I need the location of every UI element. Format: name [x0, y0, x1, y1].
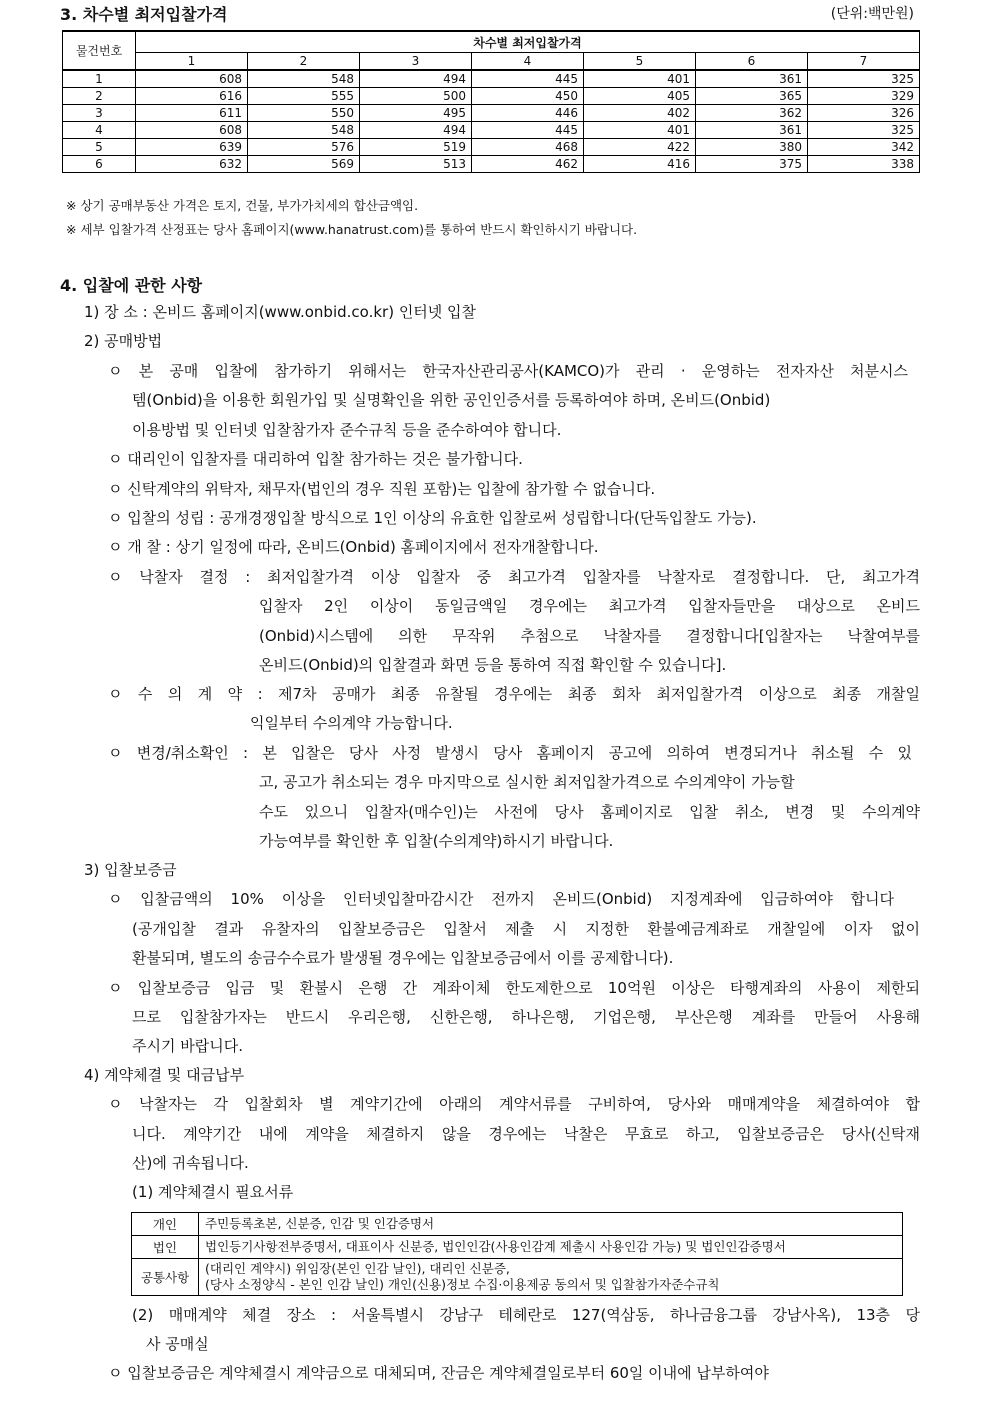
docs-key: 개인: [132, 1213, 199, 1236]
price-cell: 416: [584, 156, 696, 173]
table-row: [132, 1236, 903, 1259]
round-header: 6: [696, 53, 808, 71]
price-cell: 494: [360, 70, 472, 88]
docs-key: 공통사항: [132, 1259, 199, 1296]
table-row: [132, 1259, 903, 1296]
item-number-cell: 5: [63, 139, 136, 156]
price-cell: 632: [136, 156, 248, 173]
method-line: ㅇ 본 공매 입찰에 참가하기 위해서는 한국자산관리공사(KAMCO)가 관리 · 운영하는 전자자산 처분시스: [108, 362, 908, 380]
price-cell: 495: [360, 105, 472, 122]
method-line: (Onbid)시스템에 의한 무작위 추첨으로 낙찰자를 결정합니다[입찰자는 낙찰여부를: [259, 627, 920, 645]
deposit-line: 므로 입찰참가자는 반드시 우리은행, 신한은행, 하나은행, 기업은행, 부산은행 계좌를 만들어 사용해: [132, 1008, 920, 1026]
price-cell: 329: [808, 88, 920, 105]
price-cell: 338: [808, 156, 920, 173]
contract-line: 니다. 계약기간 내에 계약을 체결하지 않을 경우에는 낙찰은 무효로 하고, 입찰보증금은 당사(신탁재: [132, 1125, 920, 1143]
col-group-header: 차수별 최저입찰가격: [136, 31, 920, 53]
round-header: 4: [472, 53, 584, 71]
price-cell: 548: [248, 122, 360, 139]
col-item-header: 물건번호: [63, 31, 136, 70]
round-header: 5: [584, 53, 696, 71]
round-header: 3: [360, 53, 472, 71]
contract-line: 산)에 귀속됩니다.: [132, 1154, 249, 1172]
method-line: 고, 공고가 취소되는 경우 마지막으로 실시한 최저입찰가격으로 수의계약이 가능할: [259, 773, 795, 791]
price-cell: 616: [136, 88, 248, 105]
price-cell: 513: [360, 156, 472, 173]
round-header: 1: [136, 53, 248, 71]
section3-title: 3. 차수별 최저입찰가격: [60, 5, 228, 24]
deposit-line: ㅇ 입찰보증금 입금 및 환불시 은행 간 계좌이체 한도제한으로 10억원 이상은 타행계좌의 사용이 제한되: [108, 979, 920, 997]
item-deposit-heading: 3) 입찰보증금: [84, 861, 177, 879]
price-cell: 500: [360, 88, 472, 105]
docs-value-line: (당사 소정양식 - 본인 인감 날인) 개인(신용)정보 수집·이용제공 동의서 및 입찰참가자준수규칙: [205, 1277, 720, 1292]
table-row: [63, 139, 920, 156]
table-row: [63, 70, 920, 88]
method-line: ㅇ 신탁계약의 위탁자, 채무자(법인의 경우 직원 포함)는 입찰에 참가할 수 없습니다.: [108, 480, 656, 498]
docs-value: [199, 1259, 903, 1296]
contract-line: ㅇ 낙찰자는 각 입찰회차 별 계약기간에 아래의 계약서류를 구비하여, 당사와 매매계약을 체결하여야 합: [108, 1095, 920, 1113]
price-cell: 639: [136, 139, 248, 156]
price-cell: 325: [808, 70, 920, 88]
price-cell: 611: [136, 105, 248, 122]
deposit-line: ㅇ 입찰금액의 10% 이상을 인터넷입찰마감시간 전까지 온비드(Onbid) 지정계좌에 입금하여야 합니다: [108, 890, 894, 908]
price-cell: 548: [248, 70, 360, 88]
contract-docs-table: [131, 1212, 903, 1296]
price-cell: 450: [472, 88, 584, 105]
method-line: 수도 있으니 입찰자(매수인)는 사전에 당사 홈페이지로 입찰 취소, 변경 및 수의계약: [259, 803, 920, 821]
note-1: ※ 상기 공매부동산 가격은 토지, 건물, 부가가치세의 합산금액임.: [66, 198, 419, 213]
price-cell: 401: [584, 122, 696, 139]
price-cell: 380: [696, 139, 808, 156]
price-cell: 325: [808, 122, 920, 139]
item-contract-heading: 4) 계약체결 및 대금납부: [84, 1066, 245, 1084]
deposit-line: 환불되며, 별도의 송금수수료가 발생될 경우에는 입찰보증금에서 이를 공제합니다).: [132, 949, 674, 967]
item-number-cell: 2: [63, 88, 136, 105]
docs-key: 법인: [132, 1236, 199, 1259]
item-number-cell: 1: [63, 70, 136, 88]
unit-label: (단위:백만원): [830, 6, 914, 22]
price-cell: 361: [696, 122, 808, 139]
method-line: ㅇ 변경/취소확인 : 본 입찰은 당사 사정 발생시 당사 홈페이지 공고에 의하여 변경되거나 취소될 수 있: [108, 744, 912, 762]
price-cell: 569: [248, 156, 360, 173]
contract-docs-heading: (1) 계약체결시 필요서류: [132, 1183, 294, 1201]
price-cell: 405: [584, 88, 696, 105]
method-line: 템(Onbid)을 이용한 회원가입 및 실명확인을 위한 공인인증서를 등록하여야 하며, 온비드(Onbid): [132, 391, 771, 409]
price-cell: 519: [360, 139, 472, 156]
docs-value: 법인등기사항전부증명서, 대표이사 신분증, 법인인감(사용인감계 제출시 사용인감 가능) 및 법인인감증명서: [199, 1236, 903, 1259]
price-cell: 445: [472, 70, 584, 88]
price-cell: 422: [584, 139, 696, 156]
section4-title: 4. 입찰에 관한 사항: [60, 276, 203, 295]
table-row: [63, 122, 920, 139]
method-line: 입찰자 2인 이상이 동일금액일 경우에는 최고가격 입찰자들만을 대상으로 온비드: [259, 597, 920, 615]
method-line: ㅇ 개 찰 : 상기 일정에 따라, 온비드(Onbid) 홈페이지에서 전자개찰합니다.: [108, 538, 599, 556]
price-cell: 608: [136, 70, 248, 88]
docs-value-line: (대리인 계약시) 위임장(본인 인감 날인), 대리인 신분증,: [205, 1261, 510, 1276]
price-cell: 361: [696, 70, 808, 88]
price-cell: 446: [472, 105, 584, 122]
table-row: [63, 156, 920, 173]
method-line: 가능여부를 확인한 후 입찰(수의계약)하시기 바랍니다.: [259, 832, 614, 850]
price-cell: 468: [472, 139, 584, 156]
contract-line: ㅇ 입찰보증금은 계약체결시 계약금으로 대체되며, 잔금은 계약체결일로부터 60일 이내에 납부하여야: [108, 1364, 769, 1382]
item-location: 1) 장 소 : 온비드 홈페이지(www.onbid.co.kr) 인터넷 입찰: [84, 303, 477, 321]
price-cell: 462: [472, 156, 584, 173]
item-number-cell: 6: [63, 156, 136, 173]
price-cell: 342: [808, 139, 920, 156]
round-header: 2: [248, 53, 360, 71]
price-cell: 608: [136, 122, 248, 139]
price-cell: 326: [808, 105, 920, 122]
method-line: 이용방법 및 인터넷 입찰참가자 준수규칙 등을 준수하여야 합니다.: [132, 421, 562, 439]
price-cell: 494: [360, 122, 472, 139]
table-row: [63, 88, 920, 105]
item-number-cell: 3: [63, 105, 136, 122]
docs-value: 주민등록초본, 신분증, 인감 및 인감증명서: [199, 1213, 903, 1236]
table-row: [132, 1213, 903, 1236]
deposit-line: 주시기 바랍니다.: [132, 1037, 243, 1055]
price-cell: 365: [696, 88, 808, 105]
price-cell: 401: [584, 70, 696, 88]
method-line: ㅇ 대리인이 입찰자를 대리하여 입찰 참가하는 것은 불가합니다.: [108, 450, 523, 468]
price-cell: 445: [472, 122, 584, 139]
price-cell: 550: [248, 105, 360, 122]
price-cell: 576: [248, 139, 360, 156]
method-line: ㅇ 낙찰자 결정 : 최저입찰가격 이상 입찰자 중 최고가격 입찰자를 낙찰자로 결정합니다. 단, 최고가격: [108, 568, 920, 586]
method-line: 익일부터 수의계약 가능합니다.: [250, 714, 453, 732]
price-cell: 362: [696, 105, 808, 122]
table-row: [63, 105, 920, 122]
method-line: ㅇ 수 의 계 약 : 제7차 공매가 최종 유찰될 경우에는 최종 회차 최저입찰가격 이상으로 최종 개찰일: [108, 685, 920, 703]
item-number-cell: 4: [63, 122, 136, 139]
price-cell: 555: [248, 88, 360, 105]
contract-line: 사 공매실: [146, 1335, 209, 1353]
contract-line: (2) 매매계약 체결 장소 : 서울특별시 강남구 테헤란로 127(역삼동, 하나금융그룹 강남사옥), 13층 당: [132, 1306, 920, 1324]
method-line: 온비드(Onbid)의 입찰결과 화면 등을 통하여 직접 확인할 수 있습니다].: [259, 656, 727, 674]
item-method-heading: 2) 공매방법: [84, 332, 163, 350]
price-cell: 402: [584, 105, 696, 122]
price-table: [62, 30, 920, 173]
deposit-line: (공개입찰 결과 유찰자의 입찰보증금은 입찰서 제출 시 지정한 환불예금계좌로 개찰일에 이자 없이: [132, 920, 920, 938]
round-header: 7: [808, 53, 920, 71]
price-cell: 375: [696, 156, 808, 173]
note-2: ※ 세부 입찰가격 산정표는 당사 홈페이지(www.hanatrust.com)를 통하여 반드시 확인하시기 바랍니다.: [66, 222, 638, 237]
method-line: ㅇ 입찰의 성립 : 공개경쟁입찰 방식으로 1인 이상의 유효한 입찰로써 성립합니다(단독입찰도 가능).: [108, 509, 757, 527]
